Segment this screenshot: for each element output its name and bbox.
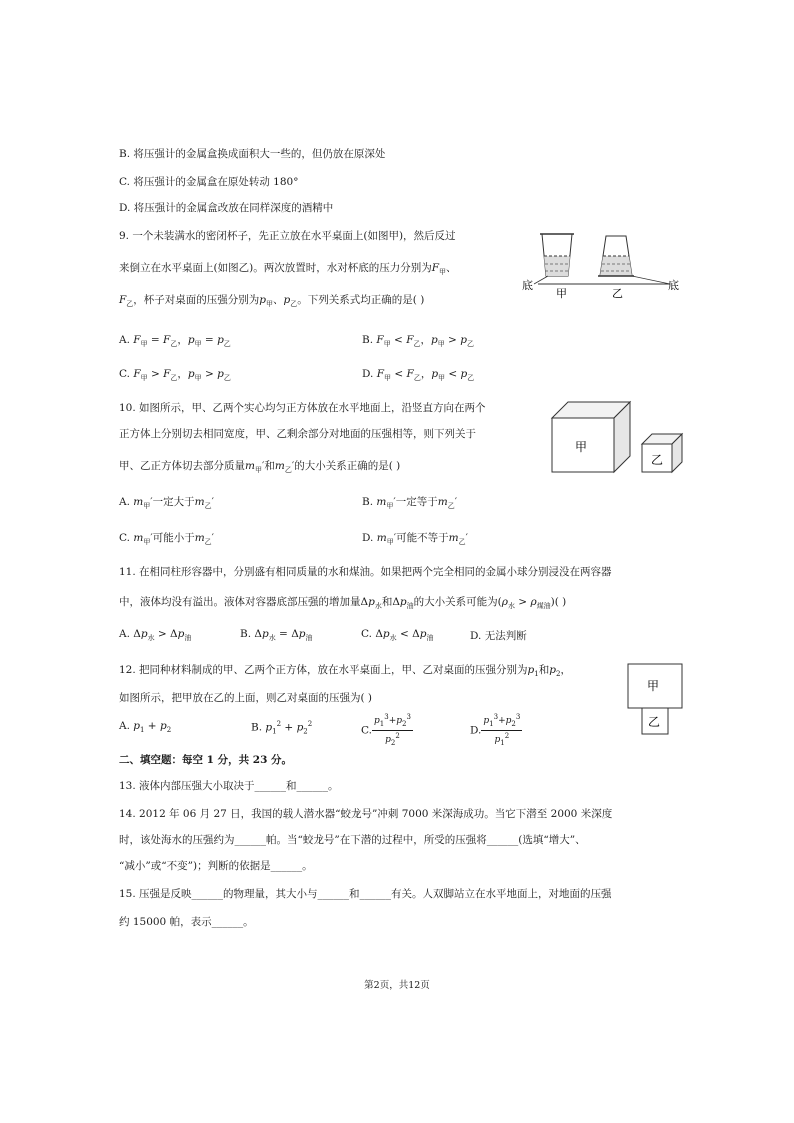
fig9-label-bottom-left: 底	[522, 279, 533, 292]
q12-option-a: A. $p_1 + p_2$	[119, 720, 172, 735]
q8-option-c: C. 将压强计的金属盒在原处转动 180°	[119, 176, 299, 188]
q10-option-b: B. $m_甲'$一定等于$m_乙'$	[362, 496, 458, 511]
q10-line-3: 甲、乙正方体切去部分质量$m_甲'$和$m_乙'$的大小关系正确的是( )	[119, 460, 401, 475]
q11-option-c: C. $\Delta p_水 < \Delta p_油$	[361, 628, 434, 643]
q11-line-1: 11. 在相同柱形容器中，分别盛有相同质量的水和煤油。如果把两个完全相同的金属小球分别浸没在两容器	[119, 566, 612, 578]
q9-line-3: $F_乙$，杯子对桌面的压强分别为$p_甲$、$p_乙$。下列关系式均正确的是( )	[119, 294, 425, 309]
q12-option-b: B. $p_1^2 + p_2^2$	[251, 720, 313, 736]
fig9-label-jia: 甲	[556, 287, 567, 300]
fig9-label-bottom-right: 底	[668, 279, 679, 292]
q8-option-d: D. 将压强计的金属盒改放在同样深度的酒精中	[119, 202, 334, 214]
q14-line-2: 时，该处海水的压强约为______帕。当“蛟龙号”在下潜的过程中，所受的压强将______(选填“增大”、	[119, 834, 586, 846]
q14-line-1: 14. 2012 年 06 月 27 日，我国的载人潜水器“蛟龙号”冲刺 7000 米深海成功。当它下潜至 2000 米深度	[119, 808, 613, 820]
fig10-label-jia: 甲	[575, 440, 588, 454]
q10-line-2: 正方体上分别切去相同宽度，甲、乙剩余部分对地面的压强相等，则下列关于	[119, 428, 476, 440]
q15-line-2: 约 15000 帕，表示______。	[119, 916, 254, 928]
q11-option-b: B. $\Delta p_水 = \Delta p_油$	[240, 628, 313, 643]
q9-option-d: D. $F_甲 < F_乙$，$p_甲 < p_乙$	[362, 368, 475, 383]
cubes-figure	[548, 398, 688, 478]
q10-option-a: A. $m_甲'$一定大于$m_乙'$	[119, 496, 214, 511]
fig10-label-yi: 乙	[651, 453, 664, 467]
fig12-label-jia: 甲	[647, 679, 660, 693]
q9-line-1: 9. 一个未装满水的密闭杯子，先正立放在水平桌面上(如图甲)，然后反过	[119, 230, 456, 242]
q9-option-c: C. $F_甲 > F_乙$，$p_甲 > p_乙$	[119, 368, 231, 383]
q12-option-d: D. $\frac{p_1^3+p_2^3}{p_1^2}$	[470, 713, 521, 747]
q11-line-2: 中，液体均没有溢出。液体对容器底部压强的增加量$\Delta p_水$和$\Delta p_油$的大小关系可能为$(\rho_水 > \rho_{煤油})$( )	[119, 596, 567, 611]
stacked-cubes-figure	[626, 662, 686, 742]
q15-line-1: 15. 压强是反映______的物理量，其大小与______和______有关。人双脚站立在水平地面上，对地面的压强	[119, 888, 612, 900]
q12-line-2: 如图所示，把甲放在乙的上面，则乙对桌面的压强为( )	[119, 692, 373, 704]
q10-option-c: C. $m_甲'$可能小于$m_乙'$	[119, 532, 215, 547]
q9-line-2: 来倒立在水平桌面上(如图乙)。两次放置时，水对杯底的压力分别为$F_甲$、	[119, 262, 457, 277]
q8-option-b: B. 将压强计的金属盒换成面积大一些的，但仍放在原深处	[119, 148, 386, 160]
fig12-label-yi: 乙	[648, 715, 661, 729]
cups-figure	[520, 226, 684, 300]
section-2-heading: 二、填空题：每空 1 分，共 23 分。	[119, 754, 293, 766]
page-footer: 第2页，共12页	[364, 980, 430, 991]
q9-option-b: B. $F_甲 < F_乙$，$p_甲 > p_乙$	[362, 334, 474, 349]
q10-option-d: D. $m_甲'$可能不等于$m_乙'$	[362, 532, 468, 547]
q9-option-a: A. $F_甲 = F_乙$，$p_甲 = p_乙$	[119, 334, 231, 349]
q12-option-c: C. $\frac{p_1^3+p_2^3}{p_2^2}$	[361, 713, 411, 747]
q13-line: 13. 液体内部压强大小取决于______和______。	[119, 780, 339, 792]
q11-option-a: A. $\Delta p_水 > \Delta p_油$	[119, 628, 192, 643]
q14-line-3: “减小”或“不变”)；判断的依据是______。	[119, 860, 313, 872]
q12-line-1: 12. 把同种材料制成的甲、乙两个正方体，放在水平桌面上，甲、乙对桌面的压强分别为$p_1$和$p_2$，	[119, 664, 571, 679]
q11-option-d: D. 无法判断	[470, 630, 527, 642]
fig9-label-yi: 乙	[612, 287, 623, 300]
q10-line-1: 10. 如图所示，甲、乙两个实心均匀正方体放在水平地面上，沿竖直方向在两个	[119, 402, 486, 414]
